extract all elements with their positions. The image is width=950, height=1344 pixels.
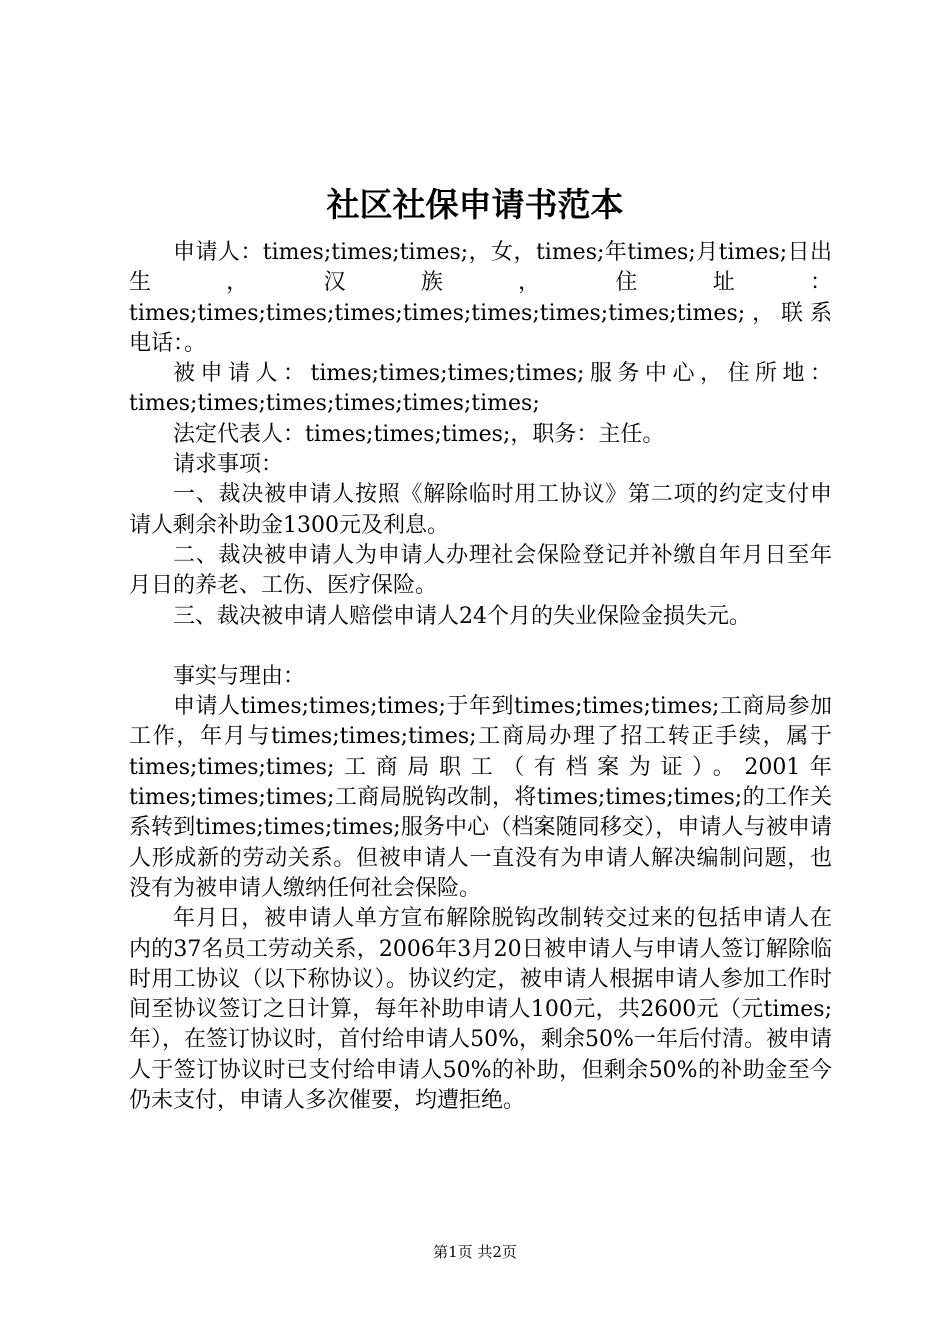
requests-heading: 请求事项： bbox=[173, 452, 284, 478]
respondent-paragraph: 被申请人：times;times;times;times;服务中心，住所地：times;times;times;times;times;times; bbox=[129, 361, 832, 417]
facts-heading: 事实与理由： bbox=[173, 663, 306, 689]
facts-paragraph-2: 年月日，被申请人单方宣布解除脱钩改制转交过来的包括申请人在内的37名员工劳动关系，2006年3月20日被申请人与申请人签订解除临时用工协议（以下称协议）。协议约定，被申请人根据申请人参加工作时间至协议签订之日计算，每年补助申请人100元，共2600元（元times;年），在签订协议时，首付给申请人50%，剩余50%一年后付清。被申请人于签订协议时已支付给申请人50%的补助，但剩余50%的补助金至今仍未支付，申请人多次催要，均遭拒绝。 bbox=[129, 906, 832, 1114]
request-item-1: 一、裁决被申请人按照《解除临时用工协议》第二项的约定支付申请人剩余补助金1300元及利息。 bbox=[129, 482, 832, 538]
applicant-paragraph: 申请人：times;times;times;，女，times;年times;月times;日出生，汉族，住址：times;times;times;times;times;times;times;times;times;，联系电话：。 bbox=[129, 240, 832, 356]
facts-paragraph-1: 申请人times;times;times;于年到times;times;times;工商局参加工作，年月与times;times;times;工商局办理了招工转正手续，属于times;times;times;工商局职工（有档案为证）。2001年times;times;times;工商局脱钩改制，将times;times;times;的工作关系转到times;times;times;服务中心（档案随同移交），申请人与被申请人形成新的劳动关系。但被申请人一直没有为申请人解决编制问题，也没有为被申请人缴纳任何社会保险。 bbox=[129, 694, 832, 901]
request-item-2: 二、裁决被申请人为申请人办理社会保险登记并补缴自年月日至年月日的养老、工伤、医疗保险。 bbox=[129, 542, 832, 599]
page-footer: 第1页 共2页 bbox=[433, 1243, 517, 1261]
request-item-3: 三、裁决被申请人赔偿申请人24个月的失业保险金损失元。 bbox=[173, 603, 751, 629]
document-title: 社区社保申请书范本 bbox=[326, 185, 624, 224]
legal-representative-paragraph: 法定代表人：times;times;times;，职务：主任。 bbox=[173, 421, 665, 447]
document-body bbox=[129, 238, 832, 1116]
